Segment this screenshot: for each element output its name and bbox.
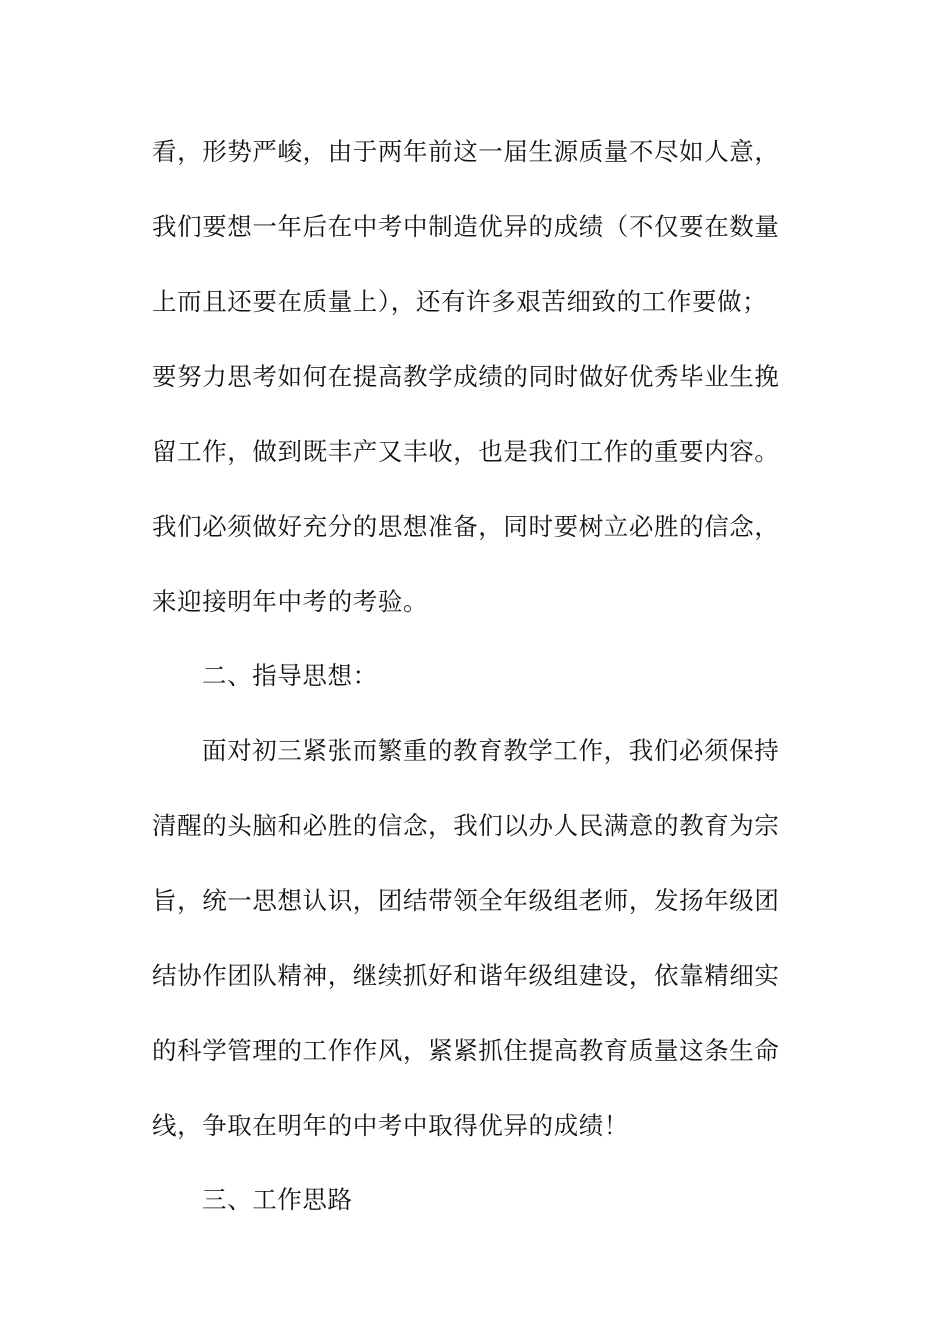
paragraph-line: 要努力思考如何在提高教学成绩的同时做好优秀毕业生挽 [152, 362, 780, 391]
paragraph-line: 结协作团队精神，继续抓好和谐年级组建设，依靠精细实 [152, 961, 780, 990]
paragraph-line: 来迎接明年中考的考验。 [152, 587, 429, 616]
paragraph-line: 看，形势严峻，由于两年前这一届生源质量不尽如人意， [152, 137, 780, 166]
paragraph-line: 面对初三紧张而繁重的教育教学工作，我们必须保持 [202, 736, 780, 765]
paragraph-line: 留工作，做到既丰产又丰收，也是我们工作的重要内容。 [152, 437, 780, 466]
paragraph-line: 清醒的头脑和必胜的信念，我们以办人民满意的教育为宗 [152, 811, 780, 840]
paragraph-line: 线，争取在明年的中考中取得优异的成绩！ [152, 1111, 629, 1140]
paragraph-line: 的科学管理的工作作风，紧紧抓住提高教育质量这条生命 [152, 1036, 780, 1065]
paragraph-line: 我们要想一年后在中考中制造优异的成绩（不仅要在数量 [152, 212, 780, 241]
section-heading: 二、指导思想： [202, 661, 378, 690]
paragraph-line: 旨，统一思想认识，团结带领全年级组老师，发扬年级团 [152, 886, 780, 915]
paragraph-line: 我们必须做好充分的思想准备，同时要树立必胜的信念， [152, 512, 780, 541]
section-heading: 三、工作思路 [202, 1185, 353, 1214]
paragraph-line: 上而且还要在质量上），还有许多艰苦细致的工作要做； [152, 287, 768, 316]
